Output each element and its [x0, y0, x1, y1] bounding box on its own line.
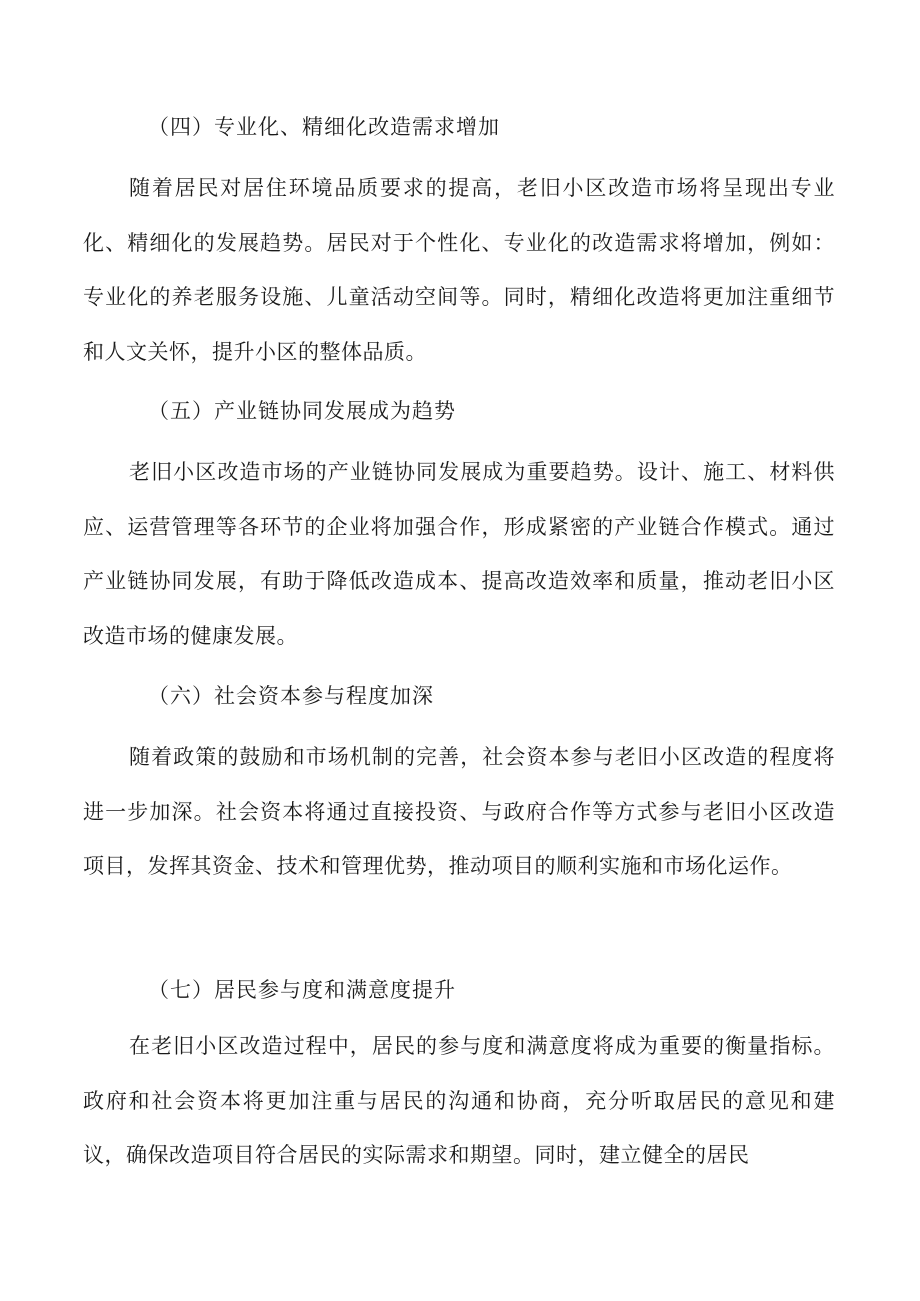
section-paragraph-5: 老旧小区改造市场的产业链协同发展成为重要趋势。设计、施工、材料供应、运营管理等各环节的企业将加强合作，形成紧密的产业链合作模式。通过产业链协同发展，有助于降低改造成本、提高改造效率和质量，推动老旧小区改造市场的健康发展。	[83, 460, 835, 648]
section-heading-6: （六）社会资本参与程度加深	[148, 684, 434, 708]
section-paragraph-7: 在老旧小区改造过程中，居民的参与度和满意度将成为重要的衡量指标。政府和社会资本将更加注重与居民的沟通和协商，充分听取居民的意见和建议，确保改造项目符合居民的实际需求和期望。同时，建立健全的居民	[83, 1034, 835, 1167]
section-heading-5: （五）产业链协同发展成为趋势	[148, 399, 456, 423]
section-heading-4: （四）专业化、精细化改造需求增加	[148, 115, 500, 139]
section-paragraph-6: 随着政策的鼓励和市场机制的完善，社会资本参与老旧小区改造的程度将进一步加深。社会资本将通过直接投资、与政府合作等方式参与老旧小区改造项目，发挥其资金、技术和管理优势，推动项目的顺利实施和市场化运作。	[83, 745, 835, 878]
section-heading-7: （七）居民参与度和满意度提升	[148, 978, 456, 1002]
section-paragraph-4: 随着居民对居住环境品质要求的提高，老旧小区改造市场将呈现出专业化、精细化的发展趋势。居民对于个性化、专业化的改造需求将增加，例如：专业化的养老服务设施、儿童活动空间等。同时，精细化改造将更加注重细节和人文关怀，提升小区的整体品质。	[83, 176, 835, 364]
